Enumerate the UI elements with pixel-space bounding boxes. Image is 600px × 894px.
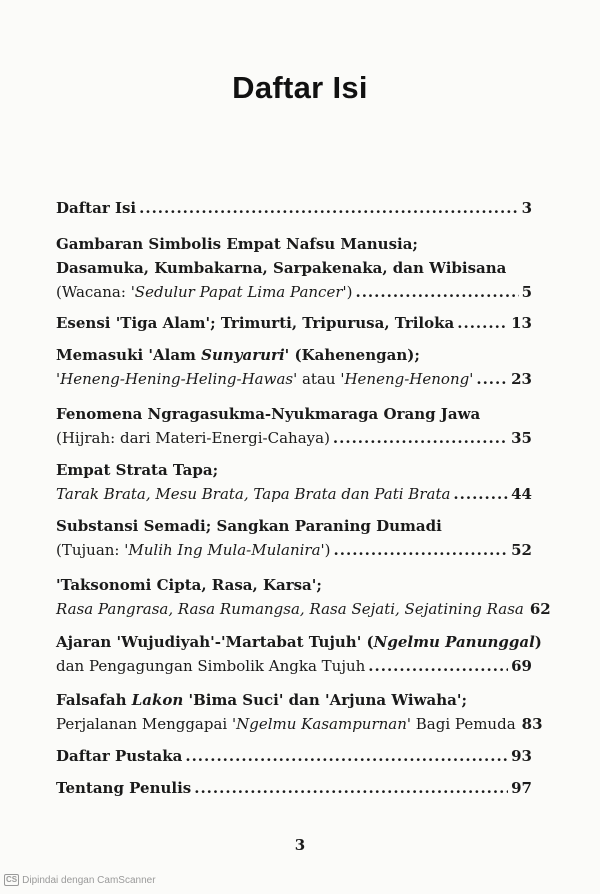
toc-text-segment: Daftar Pustaka xyxy=(56,747,183,765)
toc-entry-text xyxy=(56,482,450,506)
toc-entry-line-with-page xyxy=(56,367,532,391)
toc-page-number: 69 xyxy=(511,657,532,675)
toc-entry-text xyxy=(56,654,365,678)
toc-entry-text xyxy=(56,367,473,391)
toc-page-number: 3 xyxy=(521,199,532,217)
toc-dot-leader xyxy=(476,367,508,391)
toc-entry-text xyxy=(56,256,506,280)
toc-entry xyxy=(56,688,543,736)
toc-entry-line-with-page xyxy=(56,196,532,220)
toc-dot-leader xyxy=(185,744,508,768)
toc-entry-line-with-page xyxy=(56,538,532,562)
toc-entry-text xyxy=(56,232,418,256)
toc-text-segment: Daftar Isi xyxy=(56,199,137,217)
toc-entry xyxy=(56,343,532,391)
toc-text-segment: Dasamuka, Kumbakarna, Sarpakenaka, dan Wibisana xyxy=(56,259,507,277)
toc-entry-line xyxy=(56,514,532,538)
toc-page-number: 5 xyxy=(521,283,532,301)
toc-entry xyxy=(56,744,532,768)
toc-italic-segment: 'Heneng-Henong' xyxy=(340,370,474,388)
toc-entry-line-with-page xyxy=(56,654,532,678)
toc-entry-line xyxy=(56,573,532,597)
toc-entry-line xyxy=(56,402,532,426)
toc-entry-line-with-page xyxy=(56,426,532,450)
toc-text-segment: Perjalanan Menggapai xyxy=(56,715,232,733)
toc-text-segment: Esensi 'Tiga Alam'; Trimurti, Tripurusa, Triloka xyxy=(56,314,455,332)
toc-entry-line xyxy=(56,232,532,256)
toc-entry-text xyxy=(56,343,420,367)
toc-entry-text xyxy=(56,597,524,621)
toc-dot-leader xyxy=(334,538,509,562)
toc-entry-text xyxy=(56,712,516,736)
toc-entry-text xyxy=(56,630,542,654)
toc-entry-line xyxy=(56,256,532,280)
toc-page-number: 93 xyxy=(511,747,532,765)
toc-entry-text xyxy=(56,196,136,220)
toc-italic-segment: 'Ngelmu Kasampurnan' xyxy=(232,715,412,733)
camscanner-logo-icon: CS xyxy=(6,875,18,884)
toc-text-segment: 'Taksonomi Cipta, Rasa, Karsa'; xyxy=(56,576,322,594)
toc-dot-leader xyxy=(453,482,508,506)
toc-entry-line xyxy=(56,343,532,367)
toc-text-segment: (Kahenengan); xyxy=(289,346,420,364)
toc-entry-text xyxy=(56,458,218,482)
page-title: Daftar Isi xyxy=(232,70,368,105)
toc-text-segment: dan Pengagungan Simbolik Angka Tujuh xyxy=(56,657,366,675)
toc-page-number: 13 xyxy=(511,314,532,332)
toc-entry-line-with-page xyxy=(56,597,551,621)
toc-italic-segment: 'Mulih Ing Mula-Mulanira' xyxy=(124,541,325,559)
scanner-watermark xyxy=(4,874,156,886)
toc-entry-text xyxy=(56,776,191,800)
toc-dot-leader xyxy=(333,426,508,450)
toc-dot-leader xyxy=(368,654,508,678)
toc-text-segment: 'Bima Suci' dan 'Arjuna Wiwaha'; xyxy=(183,691,468,709)
toc-entry-text xyxy=(56,744,182,768)
toc-entry-line-with-page xyxy=(56,776,532,800)
toc-italic-segment: 'Sedulur Papat Lima Pancer' xyxy=(130,283,347,301)
toc-text-segment: Gambaran Simbolis Empat Nafsu Manusia; xyxy=(56,235,418,253)
toc-italic-segment: Rasa Pangrasa, Rasa Rumangsa, Rasa Sejati, Sejatining Rasa xyxy=(56,600,524,618)
toc-entry-line-with-page xyxy=(56,482,532,506)
toc-text-segment: Bagi Pemuda xyxy=(411,715,516,733)
toc-text-segment: atau xyxy=(297,370,341,388)
toc-italic-segment: 'Heneng-Hening-Heling-Hawas' xyxy=(56,370,298,388)
toc-page-number: 97 xyxy=(511,779,532,797)
toc-text-segment: Ajaran 'Wujudiyah'-'Martabat Tujuh' ( xyxy=(56,633,374,651)
toc-entry-line xyxy=(56,458,532,482)
toc-entry xyxy=(56,232,532,304)
toc-entry xyxy=(56,573,551,621)
toc-entry-line xyxy=(56,630,542,654)
toc-text-segment: Empat Strata Tapa; xyxy=(56,461,219,479)
toc-entry-text xyxy=(56,688,467,712)
toc-entry-line-with-page xyxy=(56,311,532,335)
toc-dot-leader xyxy=(194,776,508,800)
toc-text-segment: Tentang Penulis xyxy=(56,779,192,797)
toc-dot-leader xyxy=(139,196,518,220)
toc-entry-text xyxy=(56,573,322,597)
toc-italic-segment: Lakon xyxy=(131,691,184,709)
toc-entry xyxy=(56,776,532,800)
toc-text-segment: (Hijrah: dari Materi-Energi-Cahaya) xyxy=(56,429,330,447)
toc-entry xyxy=(56,196,532,220)
toc-entry-text xyxy=(56,402,480,426)
toc-italic-segment: Tarak Brata, Mesu Brata, Tapa Brata dan Pati Brata xyxy=(56,485,451,503)
toc-entry xyxy=(56,630,542,678)
toc-page-number: 62 xyxy=(529,600,551,618)
toc-text-segment: (Wacana: xyxy=(56,283,131,301)
toc-entry-text xyxy=(56,514,442,538)
toc-page-number: 35 xyxy=(511,429,532,447)
toc-entry xyxy=(56,311,532,335)
toc-text-segment: Falsafah xyxy=(56,691,132,709)
toc-text-segment: Fenomena Ngragasukma-Nyukmaraga Orang Jawa xyxy=(56,405,481,423)
toc-entry xyxy=(56,514,532,562)
toc-page-number: 44 xyxy=(511,485,532,503)
toc-entry-text xyxy=(56,311,454,335)
page-number: 3 xyxy=(294,836,306,854)
toc-entry-line-with-page xyxy=(56,712,543,736)
toc-dot-leader xyxy=(355,280,518,304)
toc-italic-segment: Sunyaruri' xyxy=(201,346,290,364)
toc-entry xyxy=(56,402,532,450)
toc-text-segment: ) xyxy=(346,283,353,301)
toc-text-segment: Memasuki 'Alam xyxy=(56,346,202,364)
toc-text-segment: ) xyxy=(324,541,331,559)
toc-entry xyxy=(56,458,532,506)
toc-text-segment: ) xyxy=(534,633,542,651)
toc-page-number: 83 xyxy=(521,715,543,733)
toc-entry-text xyxy=(56,538,331,562)
toc-entry-text xyxy=(56,280,352,304)
toc-dot-leader xyxy=(457,311,508,335)
toc-entry-text xyxy=(56,426,330,450)
toc-entry-line-with-page xyxy=(56,744,532,768)
toc-text-segment: Substansi Semadi; Sangkan Paraning Dumadi xyxy=(56,517,442,535)
toc-page-number: 23 xyxy=(511,370,532,388)
toc-entry-line xyxy=(56,688,532,712)
toc-entry-line-with-page xyxy=(56,280,532,304)
toc-page-number: 52 xyxy=(511,541,532,559)
watermark-text: Dipindai dengan CamScanner xyxy=(22,874,156,886)
toc-italic-segment: Ngelmu Panunggal xyxy=(373,633,535,651)
toc-text-segment: (Tujuan: xyxy=(56,541,125,559)
